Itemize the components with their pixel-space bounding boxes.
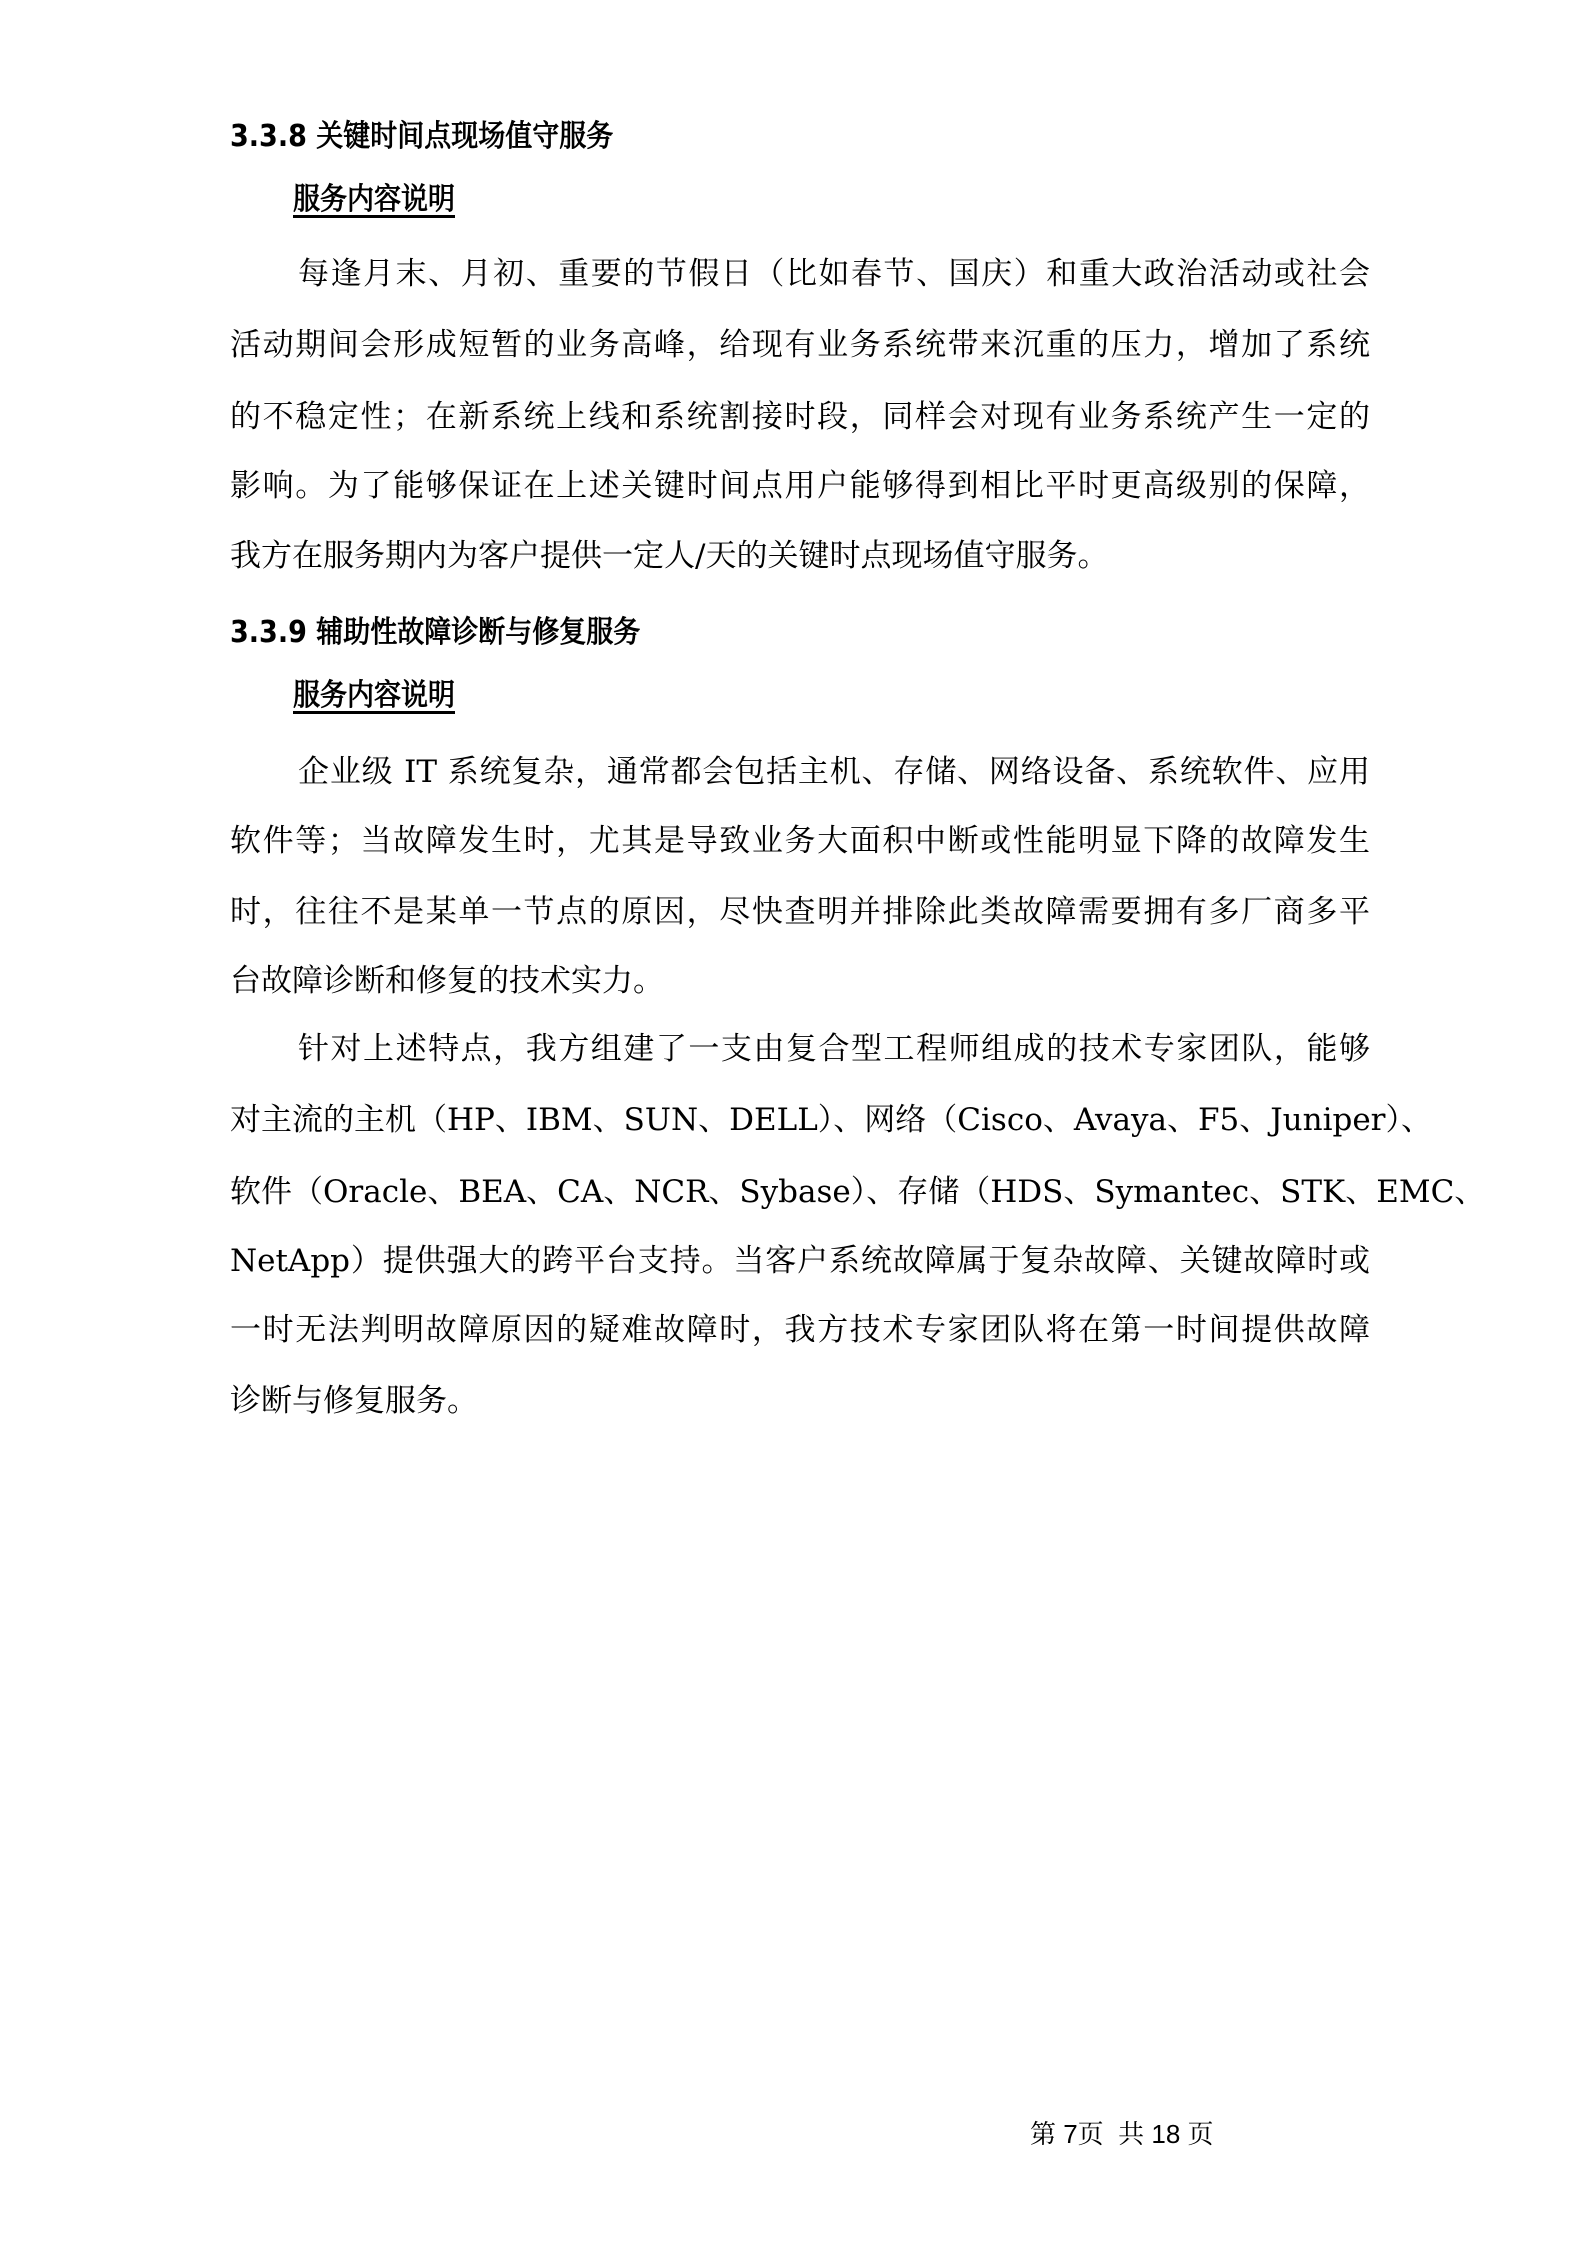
text-line: 影响。为了能够保证在上述关键时间点用户能够得到相比平时更高级别的保障， [230,468,1370,504]
text-line: 活动期间会形成短暂的业务高峰，给现有业务系统带来沉重的压力，增加了系统 [230,327,1370,363]
text-line: 一时无法判明故障原因的疑难故障时，我方技术专家团队将在第一时间提供故障 [230,1312,1370,1348]
text-line: 我方在服务期内为客户提供一定人/天的关键时点现场值守服务。 [230,538,1109,574]
text-line: 对主流的主机（HP、IBM、SUN、DELL）、网络（Cisco、Avaya、F5、Juniper）、 [230,1102,1433,1138]
text-line: 每逢月末、月初、重要的节假日（比如春节、国庆）和重大政治活动或社会 [298,256,1370,292]
text-line: 针对上述特点，我方组建了一支由复合型工程师组成的技术专家团队，能够 [298,1031,1370,1067]
text-line: NetApp）提供强大的跨平台支持。当客户系统故障属于复杂故障、关键故障时或 [230,1243,1370,1279]
section-heading-3-3-9: 3.3.9 辅助性故障诊断与修复服务 [230,615,641,650]
text-line: 时，往往不是某单一节点的原因，尽快查明并排除此类故障需要拥有多厂商多平 [230,894,1370,930]
text-line: 诊断与修复服务。 [230,1383,478,1419]
page-number-footer: 第 7页 共 18 页 [1030,2119,1214,2149]
section-heading-3-3-8: 3.3.8 关键时间点现场值守服务 [230,119,614,154]
subheading-service-description: 服务内容说明 [293,678,455,713]
text-line: 台故障诊断和修复的技术实力。 [230,963,664,999]
text-line: 的不稳定性；在新系统上线和系统割接时段，同样会对现有业务系统产生一定的 [230,399,1370,435]
text-line: 软件（Oracle、BEA、CA、NCR、Sybase）、存储（HDS、Symantec、STK、EMC、 [230,1174,1486,1210]
text-line: 企业级 IT 系统复杂，通常都会包括主机、存储、网络设备、系统软件、应用 [298,754,1370,790]
subheading-service-description: 服务内容说明 [293,182,455,217]
text-line: 软件等；当故障发生时，尤其是导致业务大面积中断或性能明显下降的故障发生 [230,823,1370,859]
